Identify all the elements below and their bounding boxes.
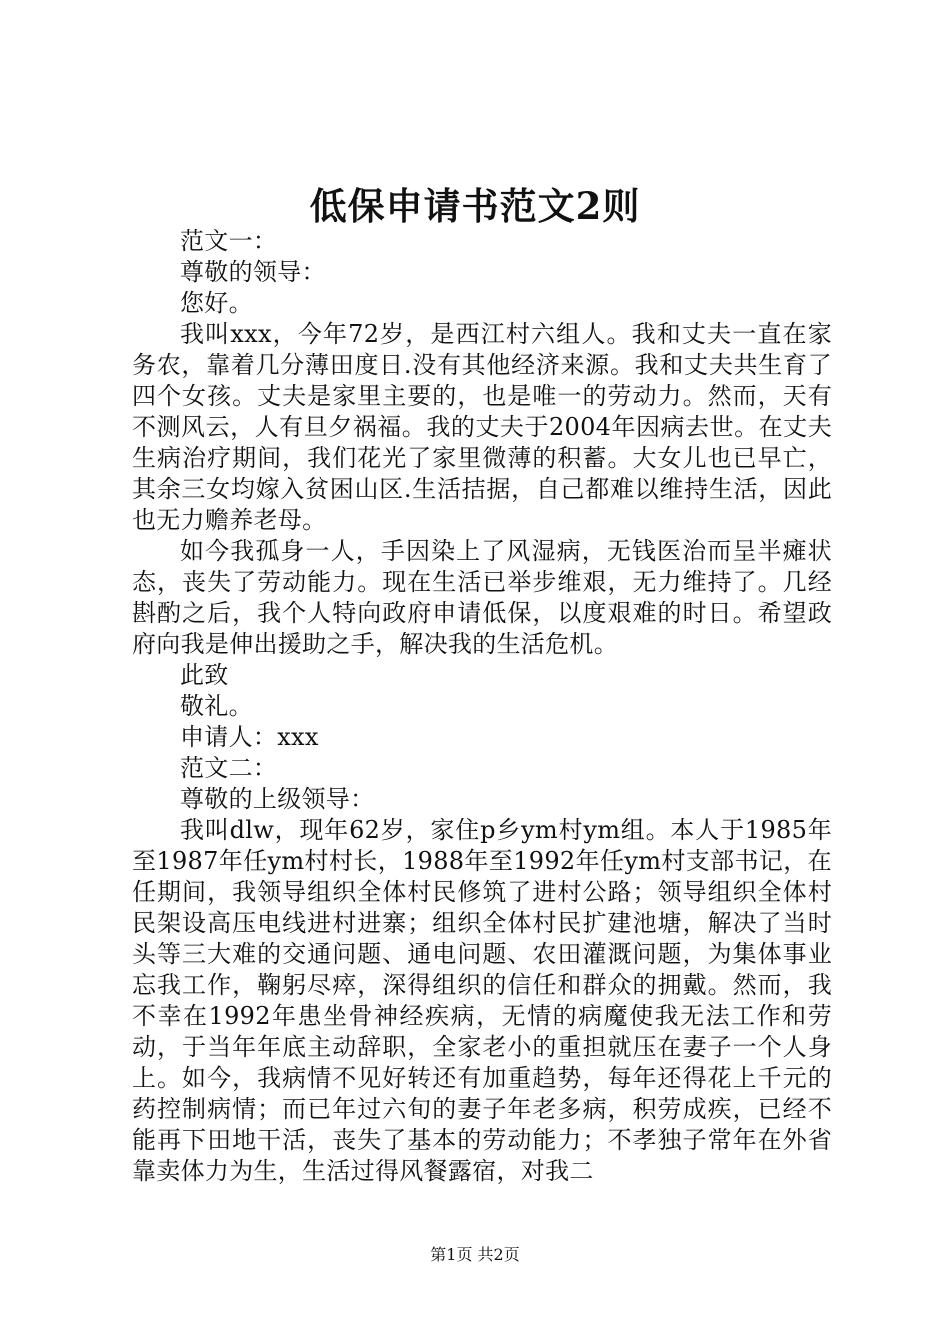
- greeting: 您好。: [180, 289, 253, 317]
- document-body: [132, 226, 832, 1187]
- section-heading-1: 范文一：: [180, 227, 278, 255]
- document-title: 低保申请书范文2则: [309, 184, 641, 228]
- signature-line: 申请人：xxx: [180, 723, 319, 751]
- salutation: 尊敬的上级领导：: [180, 785, 375, 813]
- body-paragraph: 我叫dlw，现年62岁，家住p乡ym村ym组。本人于1985年至1987年任ym村村长，1988年至1992年任ym村支部书记，在任期间，我领导组织全体村民修筑了进村公路；领导组织全体村民架设高压电线进村进寨；组织全体村民扩建池塘，解决了当时头等三大难的交通问题、通电问题、农田灌溉问题，为集体事业忘我工作，鞠躬尽瘁，深得组织的信任和群众的拥戴。然而，我不幸在1992年患坐骨神经疾病，无情的病魔使我无法工作和劳动，于当年年底主动辞职，全家老小的重担就压在妻子一个人身上。如今，我病情不见好转还有加重趋势，每年还得花上千元的药控制病情；而已年过六旬的妻子年老多病，积劳成疾，已经不能再下田地干活，丧失了基本的劳动能力；不孝独子常年在外省靠卖体力为生，生活过得风餐露宿，对我二: [132, 816, 832, 1185]
- section-heading-2: 范文二：: [180, 754, 278, 782]
- body-paragraph: 如今我孤身一人，手因染上了风湿病，无钱医治而呈半瘫状态，丧失了劳动能力。现在生活已举步维艰，无力维持了。几经斟酌之后，我个人特向政府申请低保，以度艰难的时日。希望政府向我是伸出援助之手，解决我的生活危机。: [132, 537, 832, 658]
- body-paragraph: 我叫xxx，今年72岁，是西江村六组人。我和丈夫一直在家务农，靠着几分薄田度日.没有其他经济来源。我和丈夫共生育了四个女孩。丈夫是家里主要的，也是唯一的劳动力。然而，天有不测风云，人有旦夕祸福。我的丈夫于2004年因病去世。在丈夫生病治疗期间，我们花光了家里微薄的积蓄。大女儿也已早亡，其余三女均嫁入贫困山区.生活拮据，自己都难以维持生活，因此也无力赡养老母。: [132, 320, 832, 534]
- closing-line: 此致: [180, 661, 229, 689]
- salutation: 尊敬的领导：: [180, 258, 326, 286]
- page-number-footer: 第1页 共2页: [430, 1245, 520, 1264]
- closing-line: 敬礼。: [180, 692, 253, 720]
